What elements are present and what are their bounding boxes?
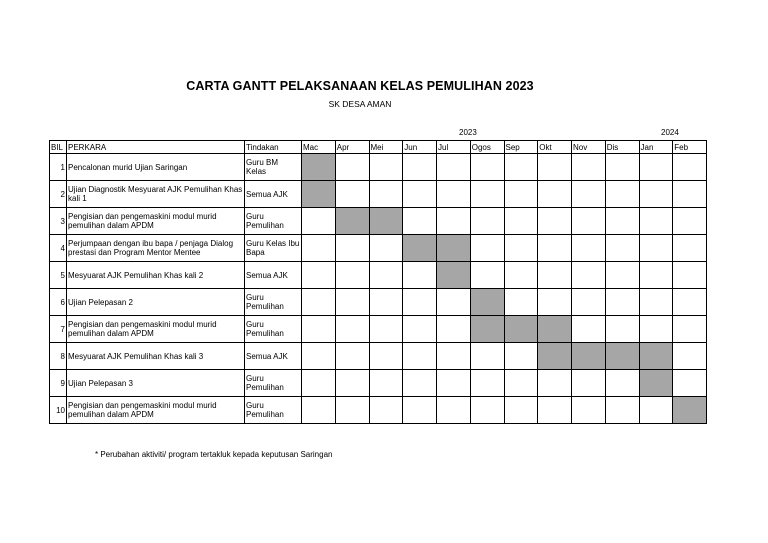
row-tindakan: Guru Pemulihan (245, 208, 302, 235)
header-month: Mac (302, 141, 336, 154)
table-row (50, 154, 707, 181)
header-month: Jul (437, 141, 471, 154)
row-perkara: Ujian Diagnostik Mesyuarat AJK Pemulihan Khas kali 1 (67, 181, 245, 208)
row-bil: 10 (50, 397, 67, 424)
header-month: Mei (369, 141, 403, 154)
table-row (50, 316, 707, 343)
gantt-cell (369, 235, 403, 262)
gantt-cell (572, 370, 606, 397)
gantt-cell-active (639, 370, 673, 397)
gantt-cell (605, 397, 639, 424)
gantt-cell (572, 154, 606, 181)
gantt-cell (538, 262, 572, 289)
row-perkara: Mesyuarat AJK Pemulihan Khas kali 3 (67, 343, 245, 370)
row-bil: 1 (50, 154, 67, 181)
row-tindakan: Guru Pemulihan (245, 370, 302, 397)
gantt-cell (437, 343, 471, 370)
gantt-cell (572, 208, 606, 235)
gantt-cell (302, 316, 336, 343)
gantt-cell (369, 316, 403, 343)
gantt-cell (504, 181, 538, 208)
gantt-cell (572, 262, 606, 289)
gantt-cell (504, 397, 538, 424)
gantt-cell (538, 181, 572, 208)
gantt-cell (504, 208, 538, 235)
gantt-cell-active (572, 343, 606, 370)
header-perkara: PERKARA (67, 141, 245, 154)
gantt-cell (538, 235, 572, 262)
gantt-cell (369, 343, 403, 370)
gantt-cell (403, 370, 437, 397)
gantt-cell (504, 262, 538, 289)
header-month: Apr (335, 141, 369, 154)
gantt-cell (605, 181, 639, 208)
footnote: * Perubahan aktiviti/ program tertakluk kepada keputusan Saringan (95, 450, 333, 459)
row-tindakan: Semua AJK (245, 262, 302, 289)
gantt-cell (673, 154, 707, 181)
gantt-cell (572, 181, 606, 208)
school-name: SK DESA AMAN (328, 99, 392, 109)
row-tindakan: Guru Pemulihan (245, 289, 302, 316)
table-row (50, 343, 707, 370)
gantt-cell (504, 235, 538, 262)
row-perkara: Pencalonan murid Ujian Saringan (67, 154, 245, 181)
gantt-cell (504, 154, 538, 181)
gantt-cell (403, 397, 437, 424)
gantt-cell (335, 154, 369, 181)
gantt-cell-active (403, 235, 437, 262)
gantt-cell (470, 208, 504, 235)
gantt-cell-active (470, 316, 504, 343)
gantt-cell-active (470, 289, 504, 316)
gantt-cell (302, 370, 336, 397)
gantt-cell (605, 208, 639, 235)
gantt-cell (470, 343, 504, 370)
row-bil: 4 (50, 235, 67, 262)
gantt-cell (639, 316, 673, 343)
gantt-cell (302, 343, 336, 370)
gantt-cell (335, 289, 369, 316)
gantt-cell (639, 397, 673, 424)
gantt-cell (335, 316, 369, 343)
row-tindakan: Semua AJK (245, 181, 302, 208)
gantt-cell (437, 397, 471, 424)
header-row (50, 141, 707, 154)
header-month: Okt (538, 141, 572, 154)
gantt-cell (639, 262, 673, 289)
gantt-cell (538, 154, 572, 181)
gantt-cell-active (335, 208, 369, 235)
gantt-cell (639, 154, 673, 181)
row-perkara: Ujian Pelepasan 3 (67, 370, 245, 397)
gantt-table (49, 140, 707, 424)
gantt-cell (369, 397, 403, 424)
row-tindakan: Guru Pemulihan (245, 397, 302, 424)
header-tindakan: Tindakan (245, 141, 302, 154)
gantt-cell (335, 343, 369, 370)
gantt-cell (572, 235, 606, 262)
gantt-cell-active (538, 343, 572, 370)
header-month: Jan (639, 141, 673, 154)
row-bil: 6 (50, 289, 67, 316)
gantt-cell (538, 370, 572, 397)
gantt-cell (572, 397, 606, 424)
row-bil: 2 (50, 181, 67, 208)
document-title: CARTA GANTT PELAKSANAAN KELAS PEMULIHAN 2023 (186, 79, 534, 93)
gantt-cell (437, 316, 471, 343)
header-month: Jun (403, 141, 437, 154)
table-row (50, 208, 707, 235)
gantt-cell (504, 370, 538, 397)
row-perkara: Pengisian dan pengemaskini modul murid pemulihan dalam APDM (67, 397, 245, 424)
gantt-cell-active (673, 397, 707, 424)
gantt-cell (538, 397, 572, 424)
gantt-cell (639, 208, 673, 235)
gantt-cell (605, 235, 639, 262)
gantt-cell (673, 316, 707, 343)
row-bil: 7 (50, 316, 67, 343)
gantt-cell (639, 181, 673, 208)
gantt-cell (403, 316, 437, 343)
header-bil: BIL (50, 141, 67, 154)
table-row (50, 397, 707, 424)
gantt-cell (538, 289, 572, 316)
gantt-cell-active (437, 235, 471, 262)
gantt-cell (437, 181, 471, 208)
gantt-cell (369, 181, 403, 208)
gantt-cell (470, 235, 504, 262)
gantt-cell (369, 289, 403, 316)
gantt-cell (605, 262, 639, 289)
gantt-cell (470, 397, 504, 424)
gantt-cell (369, 154, 403, 181)
gantt-cell (504, 343, 538, 370)
gantt-cell (605, 154, 639, 181)
row-perkara: Ujian Pelepasan 2 (67, 289, 245, 316)
gantt-cell (470, 370, 504, 397)
gantt-cell (403, 208, 437, 235)
gantt-cell-active (538, 316, 572, 343)
gantt-cell (673, 181, 707, 208)
table-row (50, 370, 707, 397)
row-tindakan: Guru BM Kelas (245, 154, 302, 181)
gantt-cell (673, 343, 707, 370)
gantt-cell (403, 289, 437, 316)
table-row (50, 181, 707, 208)
gantt-cell-active (504, 316, 538, 343)
gantt-body (50, 154, 707, 424)
gantt-cell (335, 235, 369, 262)
row-bil: 3 (50, 208, 67, 235)
row-perkara: Pengisian dan pengemaskini modul murid pemulihan dalam APDM (67, 208, 245, 235)
gantt-cell (673, 289, 707, 316)
row-bil: 5 (50, 262, 67, 289)
gantt-cell (605, 370, 639, 397)
gantt-cell-active (605, 343, 639, 370)
gantt-cell (335, 370, 369, 397)
gantt-cell (470, 154, 504, 181)
gantt-cell-active (639, 343, 673, 370)
gantt-cell (403, 262, 437, 289)
row-bil: 8 (50, 343, 67, 370)
gantt-cell (302, 397, 336, 424)
row-bil: 9 (50, 370, 67, 397)
gantt-cell (673, 208, 707, 235)
year-label-2024: 2024 (661, 128, 679, 137)
gantt-cell (605, 289, 639, 316)
row-tindakan: Guru Pemulihan (245, 316, 302, 343)
header-month: Ogos (470, 141, 504, 154)
gantt-cell (437, 154, 471, 181)
gantt-cell (470, 181, 504, 208)
gantt-cell (437, 370, 471, 397)
gantt-cell (538, 208, 572, 235)
row-perkara: Perjumpaan dengan ibu bapa / penjaga Dialog prestasi dan Program Mentor Mentee (67, 235, 245, 262)
gantt-cell (335, 262, 369, 289)
header-month: Feb (673, 141, 707, 154)
gantt-cell (302, 235, 336, 262)
gantt-cell (572, 316, 606, 343)
gantt-cell (403, 181, 437, 208)
row-tindakan: Semua AJK (245, 343, 302, 370)
gantt-cell (572, 289, 606, 316)
gantt-cell-active (302, 154, 336, 181)
gantt-cell (470, 262, 504, 289)
table-row (50, 235, 707, 262)
gantt-cell (403, 154, 437, 181)
gantt-cell (335, 181, 369, 208)
table-row (50, 289, 707, 316)
row-perkara: Mesyuarat AJK Pemulihan Khas kali 2 (67, 262, 245, 289)
row-perkara: Pengisian dan pengemaskini modul murid pemulihan dalam APDM (67, 316, 245, 343)
gantt-cell (639, 289, 673, 316)
gantt-cell (302, 262, 336, 289)
header-month: Nov (572, 141, 606, 154)
gantt-cell (302, 289, 336, 316)
gantt-cell (504, 289, 538, 316)
row-tindakan: Guru Kelas Ibu Bapa (245, 235, 302, 262)
gantt-cell (369, 262, 403, 289)
gantt-cell (403, 343, 437, 370)
table-row (50, 262, 707, 289)
gantt-cell (673, 370, 707, 397)
year-label-2023: 2023 (459, 128, 477, 137)
gantt-cell-active (302, 181, 336, 208)
gantt-cell (673, 262, 707, 289)
gantt-cell-active (437, 262, 471, 289)
gantt-cell (437, 208, 471, 235)
gantt-cell (302, 208, 336, 235)
gantt-cell (335, 397, 369, 424)
gantt-cell (369, 370, 403, 397)
gantt-cell (639, 235, 673, 262)
gantt-cell (605, 316, 639, 343)
gantt-cell-active (369, 208, 403, 235)
header-month: Sep (504, 141, 538, 154)
gantt-cell (673, 235, 707, 262)
header-month: Dis (605, 141, 639, 154)
gantt-cell (437, 289, 471, 316)
